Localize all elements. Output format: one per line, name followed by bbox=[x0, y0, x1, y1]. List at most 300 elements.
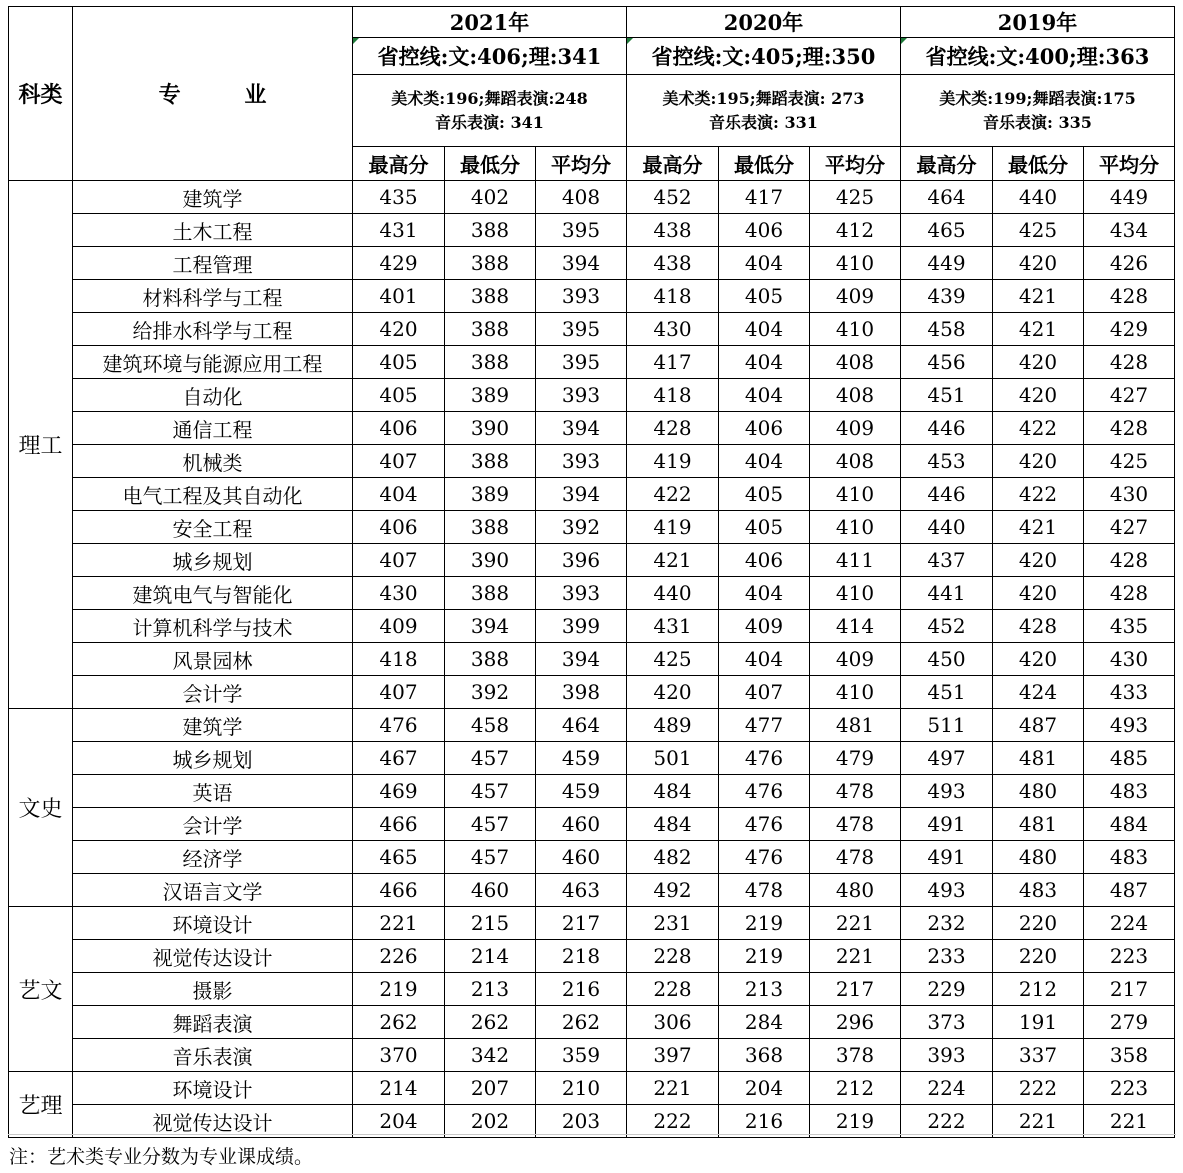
provincial-line-text: 省控线:文:405;理:350 bbox=[651, 44, 876, 69]
score-cell: 465 bbox=[353, 841, 445, 874]
major-cell: 环境设计 bbox=[73, 907, 353, 940]
score-cell: 430 bbox=[1084, 643, 1175, 676]
score-cell: 428 bbox=[1084, 544, 1175, 577]
table-row bbox=[9, 346, 1175, 379]
score-cell: 368 bbox=[719, 1039, 810, 1072]
table-row bbox=[9, 874, 1175, 907]
score-cell: 430 bbox=[1084, 478, 1175, 511]
score-cell: 459 bbox=[536, 742, 627, 775]
score-cell: 213 bbox=[719, 973, 810, 1006]
score-cell: 493 bbox=[901, 874, 993, 907]
score-cell: 394 bbox=[445, 610, 536, 643]
art-line-2: 音乐表演: 341 bbox=[435, 112, 544, 132]
score-cell: 393 bbox=[901, 1039, 993, 1072]
score-cell: 428 bbox=[1084, 280, 1175, 313]
score-cell: 425 bbox=[993, 214, 1084, 247]
score-cell: 406 bbox=[719, 544, 810, 577]
score-cell: 394 bbox=[536, 412, 627, 445]
score-cell: 433 bbox=[1084, 676, 1175, 709]
table-row bbox=[9, 577, 1175, 610]
score-cell: 483 bbox=[1084, 775, 1175, 808]
score-cell: 451 bbox=[901, 379, 993, 412]
major-cell: 建筑学 bbox=[73, 181, 353, 214]
score-cell: 466 bbox=[353, 874, 445, 907]
score-cell: 414 bbox=[810, 610, 901, 643]
score-cell: 408 bbox=[810, 445, 901, 478]
major-cell: 视觉传达设计 bbox=[73, 1105, 353, 1138]
score-cell: 217 bbox=[1084, 973, 1175, 1006]
score-cell: 477 bbox=[719, 709, 810, 742]
score-cell: 469 bbox=[353, 775, 445, 808]
score-cell: 484 bbox=[1084, 808, 1175, 841]
provincial-line-text: 省控线:文:406;理:341 bbox=[377, 44, 602, 69]
score-cell: 388 bbox=[445, 577, 536, 610]
major-cell: 英语 bbox=[73, 775, 353, 808]
score-cell: 337 bbox=[993, 1039, 1084, 1072]
major-cell: 会计学 bbox=[73, 808, 353, 841]
score-cell: 476 bbox=[719, 742, 810, 775]
score-cell: 434 bbox=[1084, 214, 1175, 247]
score-cell: 457 bbox=[445, 841, 536, 874]
table-row bbox=[9, 247, 1175, 280]
score-cell: 405 bbox=[719, 280, 810, 313]
category-cell: 理工 bbox=[9, 181, 73, 709]
category-cell: 文史 bbox=[9, 709, 73, 907]
score-cell: 407 bbox=[353, 445, 445, 478]
score-cell: 214 bbox=[445, 940, 536, 973]
score-cell: 388 bbox=[445, 247, 536, 280]
sub-header-max: 最高分 bbox=[901, 147, 993, 181]
year-header-2019: 2019年 bbox=[901, 7, 1175, 38]
major-cell: 音乐表演 bbox=[73, 1039, 353, 1072]
sub-header-avg: 平均分 bbox=[1084, 147, 1175, 181]
score-cell: 459 bbox=[536, 775, 627, 808]
score-cell: 232 bbox=[901, 907, 993, 940]
score-cell: 378 bbox=[810, 1039, 901, 1072]
score-cell: 204 bbox=[719, 1072, 810, 1105]
year-header-2021: 2021年 bbox=[353, 7, 627, 38]
score-cell: 222 bbox=[901, 1105, 993, 1138]
score-cell: 440 bbox=[901, 511, 993, 544]
art-line-2: 音乐表演: 335 bbox=[983, 112, 1092, 132]
score-cell: 440 bbox=[993, 181, 1084, 214]
score-cell: 418 bbox=[627, 280, 719, 313]
score-cell: 358 bbox=[1084, 1039, 1175, 1072]
score-cell: 219 bbox=[353, 973, 445, 1006]
table-row bbox=[9, 775, 1175, 808]
score-cell: 446 bbox=[901, 412, 993, 445]
score-cell: 217 bbox=[536, 907, 627, 940]
score-cell: 427 bbox=[1084, 379, 1175, 412]
table-row bbox=[9, 478, 1175, 511]
score-cell: 279 bbox=[1084, 1006, 1175, 1039]
score-cell: 424 bbox=[993, 676, 1084, 709]
score-cell: 457 bbox=[445, 775, 536, 808]
score-cell: 483 bbox=[993, 874, 1084, 907]
score-cell: 296 bbox=[810, 1006, 901, 1039]
score-cell: 210 bbox=[536, 1072, 627, 1105]
score-cell: 420 bbox=[993, 445, 1084, 478]
score-cell: 487 bbox=[1084, 874, 1175, 907]
score-cell: 218 bbox=[536, 940, 627, 973]
score-cell: 420 bbox=[627, 676, 719, 709]
score-cell: 389 bbox=[445, 379, 536, 412]
score-cell: 452 bbox=[901, 610, 993, 643]
score-cell: 407 bbox=[719, 676, 810, 709]
score-cell: 428 bbox=[1084, 346, 1175, 379]
table-row bbox=[9, 808, 1175, 841]
score-cell: 428 bbox=[627, 412, 719, 445]
score-cell: 428 bbox=[1084, 577, 1175, 610]
table-row bbox=[9, 412, 1175, 445]
score-cell: 480 bbox=[993, 775, 1084, 808]
major-cell: 建筑电气与智能化 bbox=[73, 577, 353, 610]
score-cell: 478 bbox=[719, 874, 810, 907]
major-cell: 经济学 bbox=[73, 841, 353, 874]
score-cell: 452 bbox=[627, 181, 719, 214]
art-line-1: 美术类:199;舞蹈表演:175 bbox=[939, 88, 1136, 108]
score-cell: 451 bbox=[901, 676, 993, 709]
score-cell: 224 bbox=[1084, 907, 1175, 940]
score-cell: 420 bbox=[993, 544, 1084, 577]
score-cell: 395 bbox=[536, 346, 627, 379]
major-cell: 摄影 bbox=[73, 973, 353, 1006]
major-cell: 计算机科学与技术 bbox=[73, 610, 353, 643]
major-cell: 给排水科学与工程 bbox=[73, 313, 353, 346]
score-cell: 408 bbox=[536, 181, 627, 214]
score-cell: 388 bbox=[445, 643, 536, 676]
score-cell: 476 bbox=[353, 709, 445, 742]
score-cell: 484 bbox=[627, 808, 719, 841]
score-cell: 464 bbox=[536, 709, 627, 742]
score-cell: 410 bbox=[810, 676, 901, 709]
score-cell: 388 bbox=[445, 445, 536, 478]
score-cell: 419 bbox=[627, 511, 719, 544]
score-cell: 229 bbox=[901, 973, 993, 1006]
score-cell: 467 bbox=[353, 742, 445, 775]
score-cell: 405 bbox=[353, 379, 445, 412]
score-cell: 485 bbox=[1084, 742, 1175, 775]
score-cell: 213 bbox=[445, 973, 536, 1006]
score-cell: 395 bbox=[536, 313, 627, 346]
sub-header-min: 最低分 bbox=[445, 147, 536, 181]
score-cell: 457 bbox=[445, 742, 536, 775]
score-cell: 217 bbox=[810, 973, 901, 1006]
sub-header-max: 最高分 bbox=[627, 147, 719, 181]
major-cell: 土木工程 bbox=[73, 214, 353, 247]
score-cell: 479 bbox=[810, 742, 901, 775]
score-cell: 421 bbox=[993, 280, 1084, 313]
art-line-1: 美术类:196;舞蹈表演:248 bbox=[391, 88, 588, 108]
score-cell: 453 bbox=[901, 445, 993, 478]
score-cell: 458 bbox=[901, 313, 993, 346]
table-row bbox=[9, 1006, 1175, 1039]
score-cell: 417 bbox=[719, 181, 810, 214]
score-cell: 511 bbox=[901, 709, 993, 742]
table-row bbox=[9, 313, 1175, 346]
major-cell: 会计学 bbox=[73, 676, 353, 709]
score-cell: 228 bbox=[627, 940, 719, 973]
score-cell: 410 bbox=[810, 511, 901, 544]
score-cell: 394 bbox=[536, 247, 627, 280]
score-cell: 404 bbox=[719, 445, 810, 478]
score-cell: 219 bbox=[810, 1105, 901, 1138]
score-cell: 404 bbox=[719, 643, 810, 676]
score-cell: 401 bbox=[353, 280, 445, 313]
provincial-line-2021 bbox=[353, 38, 627, 75]
score-cell: 220 bbox=[993, 940, 1084, 973]
major-cell: 风景园林 bbox=[73, 643, 353, 676]
art-line-2021 bbox=[353, 75, 627, 147]
score-cell: 373 bbox=[901, 1006, 993, 1039]
score-cell: 405 bbox=[719, 511, 810, 544]
art-line-2020 bbox=[627, 75, 901, 147]
score-cell: 409 bbox=[810, 412, 901, 445]
score-cell: 216 bbox=[536, 973, 627, 1006]
score-cell: 493 bbox=[1084, 709, 1175, 742]
score-cell: 215 bbox=[445, 907, 536, 940]
score-cell: 406 bbox=[719, 214, 810, 247]
year-header-2020: 2020年 bbox=[627, 7, 901, 38]
cell-comment-marker bbox=[627, 38, 633, 44]
score-cell: 438 bbox=[627, 247, 719, 280]
major-cell: 建筑学 bbox=[73, 709, 353, 742]
table-row bbox=[9, 379, 1175, 412]
score-cell: 411 bbox=[810, 544, 901, 577]
major-header: 专 业 bbox=[73, 7, 353, 181]
cell-comment-marker bbox=[901, 38, 907, 44]
score-cell: 457 bbox=[445, 808, 536, 841]
score-cell: 389 bbox=[445, 478, 536, 511]
table-row bbox=[9, 676, 1175, 709]
score-cell: 388 bbox=[445, 313, 536, 346]
table-row bbox=[9, 709, 1175, 742]
table-row bbox=[9, 1072, 1175, 1105]
score-cell: 476 bbox=[719, 808, 810, 841]
score-cell: 483 bbox=[1084, 841, 1175, 874]
score-cell: 421 bbox=[993, 313, 1084, 346]
score-cell: 422 bbox=[993, 412, 1084, 445]
sub-header-avg: 平均分 bbox=[536, 147, 627, 181]
score-cell: 390 bbox=[445, 544, 536, 577]
score-cell: 406 bbox=[353, 511, 445, 544]
score-cell: 446 bbox=[901, 478, 993, 511]
major-cell: 视觉传达设计 bbox=[73, 940, 353, 973]
score-cell: 410 bbox=[810, 478, 901, 511]
score-cell: 484 bbox=[627, 775, 719, 808]
score-cell: 410 bbox=[810, 577, 901, 610]
major-cell: 环境设计 bbox=[73, 1072, 353, 1105]
score-cell: 407 bbox=[353, 676, 445, 709]
score-cell: 420 bbox=[993, 577, 1084, 610]
sub-header-min: 最低分 bbox=[993, 147, 1084, 181]
score-cell: 388 bbox=[445, 346, 536, 379]
score-cell: 402 bbox=[445, 181, 536, 214]
score-cell: 388 bbox=[445, 214, 536, 247]
score-cell: 420 bbox=[993, 247, 1084, 280]
score-cell: 408 bbox=[810, 346, 901, 379]
table-row bbox=[9, 643, 1175, 676]
score-cell: 428 bbox=[1084, 412, 1175, 445]
score-cell: 417 bbox=[627, 346, 719, 379]
score-cell: 410 bbox=[810, 313, 901, 346]
table-row bbox=[9, 511, 1175, 544]
major-cell: 电气工程及其自动化 bbox=[73, 478, 353, 511]
score-cell: 450 bbox=[901, 643, 993, 676]
score-cell: 481 bbox=[810, 709, 901, 742]
major-cell: 城乡规划 bbox=[73, 544, 353, 577]
provincial-line-text: 省控线:文:400;理:363 bbox=[925, 44, 1150, 69]
table-row bbox=[9, 907, 1175, 940]
score-cell: 404 bbox=[719, 247, 810, 280]
major-cell: 城乡规划 bbox=[73, 742, 353, 775]
sub-header-max: 最高分 bbox=[353, 147, 445, 181]
category-cell: 艺文 bbox=[9, 907, 73, 1072]
major-cell: 建筑环境与能源应用工程 bbox=[73, 346, 353, 379]
score-cell: 191 bbox=[993, 1006, 1084, 1039]
score-cell: 420 bbox=[993, 379, 1084, 412]
score-cell: 306 bbox=[627, 1006, 719, 1039]
score-cell: 466 bbox=[353, 808, 445, 841]
score-cell: 480 bbox=[810, 874, 901, 907]
score-cell: 491 bbox=[901, 841, 993, 874]
score-cell: 342 bbox=[445, 1039, 536, 1072]
score-cell: 463 bbox=[536, 874, 627, 907]
score-cell: 409 bbox=[719, 610, 810, 643]
score-cell: 404 bbox=[719, 346, 810, 379]
score-cell: 404 bbox=[353, 478, 445, 511]
score-cell: 223 bbox=[1084, 1072, 1175, 1105]
score-cell: 388 bbox=[445, 280, 536, 313]
major-cell: 舞蹈表演 bbox=[73, 1006, 353, 1039]
table-row bbox=[9, 445, 1175, 478]
score-cell: 441 bbox=[901, 577, 993, 610]
score-cell: 422 bbox=[627, 478, 719, 511]
score-cell: 404 bbox=[719, 313, 810, 346]
score-cell: 207 bbox=[445, 1072, 536, 1105]
score-cell: 404 bbox=[719, 379, 810, 412]
score-cell: 221 bbox=[993, 1105, 1084, 1138]
score-cell: 204 bbox=[353, 1105, 445, 1138]
art-line-2: 音乐表演: 331 bbox=[709, 112, 818, 132]
score-cell: 393 bbox=[536, 379, 627, 412]
score-cell: 421 bbox=[993, 511, 1084, 544]
divider bbox=[8, 1134, 1176, 1135]
score-cell: 481 bbox=[993, 808, 1084, 841]
score-cell: 397 bbox=[627, 1039, 719, 1072]
score-cell: 431 bbox=[627, 610, 719, 643]
score-cell: 214 bbox=[353, 1072, 445, 1105]
cell-comment-marker bbox=[353, 38, 359, 44]
score-cell: 420 bbox=[993, 643, 1084, 676]
major-cell: 汉语言文学 bbox=[73, 874, 353, 907]
score-cell: 418 bbox=[353, 643, 445, 676]
score-cell: 481 bbox=[993, 742, 1084, 775]
provincial-line-2020 bbox=[627, 38, 901, 75]
category-header: 科类 bbox=[9, 7, 73, 181]
score-cell: 262 bbox=[536, 1006, 627, 1039]
score-cell: 418 bbox=[627, 379, 719, 412]
score-cell: 398 bbox=[536, 676, 627, 709]
score-cell: 396 bbox=[536, 544, 627, 577]
score-cell: 212 bbox=[993, 973, 1084, 1006]
score-cell: 492 bbox=[627, 874, 719, 907]
score-cell: 449 bbox=[901, 247, 993, 280]
score-cell: 420 bbox=[353, 313, 445, 346]
score-cell: 219 bbox=[719, 907, 810, 940]
table-row bbox=[9, 1039, 1175, 1072]
score-cell: 425 bbox=[1084, 445, 1175, 478]
score-cell: 409 bbox=[810, 280, 901, 313]
score-cell: 221 bbox=[810, 907, 901, 940]
score-cell: 231 bbox=[627, 907, 719, 940]
score-cell: 223 bbox=[1084, 940, 1175, 973]
score-cell: 406 bbox=[719, 412, 810, 445]
score-cell: 410 bbox=[810, 247, 901, 280]
art-line-2019 bbox=[901, 75, 1175, 147]
score-cell: 203 bbox=[536, 1105, 627, 1138]
score-cell: 464 bbox=[901, 181, 993, 214]
score-cell: 221 bbox=[353, 907, 445, 940]
score-cell: 393 bbox=[536, 280, 627, 313]
score-cell: 404 bbox=[719, 577, 810, 610]
score-cell: 458 bbox=[445, 709, 536, 742]
table-row bbox=[9, 1105, 1175, 1138]
major-cell: 机械类 bbox=[73, 445, 353, 478]
score-cell: 406 bbox=[353, 412, 445, 445]
score-cell: 478 bbox=[810, 808, 901, 841]
table-row bbox=[9, 742, 1175, 775]
score-cell: 408 bbox=[810, 379, 901, 412]
score-cell: 482 bbox=[627, 841, 719, 874]
score-cell: 478 bbox=[810, 775, 901, 808]
score-cell: 407 bbox=[353, 544, 445, 577]
score-cell: 221 bbox=[627, 1072, 719, 1105]
score-cell: 422 bbox=[993, 478, 1084, 511]
sub-header-avg: 平均分 bbox=[810, 147, 901, 181]
score-cell: 233 bbox=[901, 940, 993, 973]
table-row bbox=[9, 940, 1175, 973]
score-cell: 212 bbox=[810, 1072, 901, 1105]
score-cell: 476 bbox=[719, 775, 810, 808]
score-cell: 438 bbox=[627, 214, 719, 247]
score-cell: 392 bbox=[536, 511, 627, 544]
score-cell: 487 bbox=[993, 709, 1084, 742]
score-cell: 493 bbox=[901, 775, 993, 808]
score-cell: 394 bbox=[536, 643, 627, 676]
major-cell: 安全工程 bbox=[73, 511, 353, 544]
sub-header-min: 最低分 bbox=[719, 147, 810, 181]
score-cell: 409 bbox=[353, 610, 445, 643]
major-cell: 工程管理 bbox=[73, 247, 353, 280]
score-cell: 394 bbox=[536, 478, 627, 511]
score-cell: 439 bbox=[901, 280, 993, 313]
score-cell: 262 bbox=[445, 1006, 536, 1039]
score-cell: 489 bbox=[627, 709, 719, 742]
score-cell: 222 bbox=[627, 1105, 719, 1138]
score-cell: 359 bbox=[536, 1039, 627, 1072]
score-cell: 419 bbox=[627, 445, 719, 478]
score-cell: 393 bbox=[536, 577, 627, 610]
score-cell: 497 bbox=[901, 742, 993, 775]
table-row bbox=[9, 280, 1175, 313]
score-cell: 429 bbox=[1084, 313, 1175, 346]
score-cell: 421 bbox=[627, 544, 719, 577]
score-cell: 431 bbox=[353, 214, 445, 247]
art-line-1: 美术类:195;舞蹈表演: 273 bbox=[662, 88, 865, 108]
score-cell: 219 bbox=[719, 940, 810, 973]
score-cell: 221 bbox=[810, 940, 901, 973]
